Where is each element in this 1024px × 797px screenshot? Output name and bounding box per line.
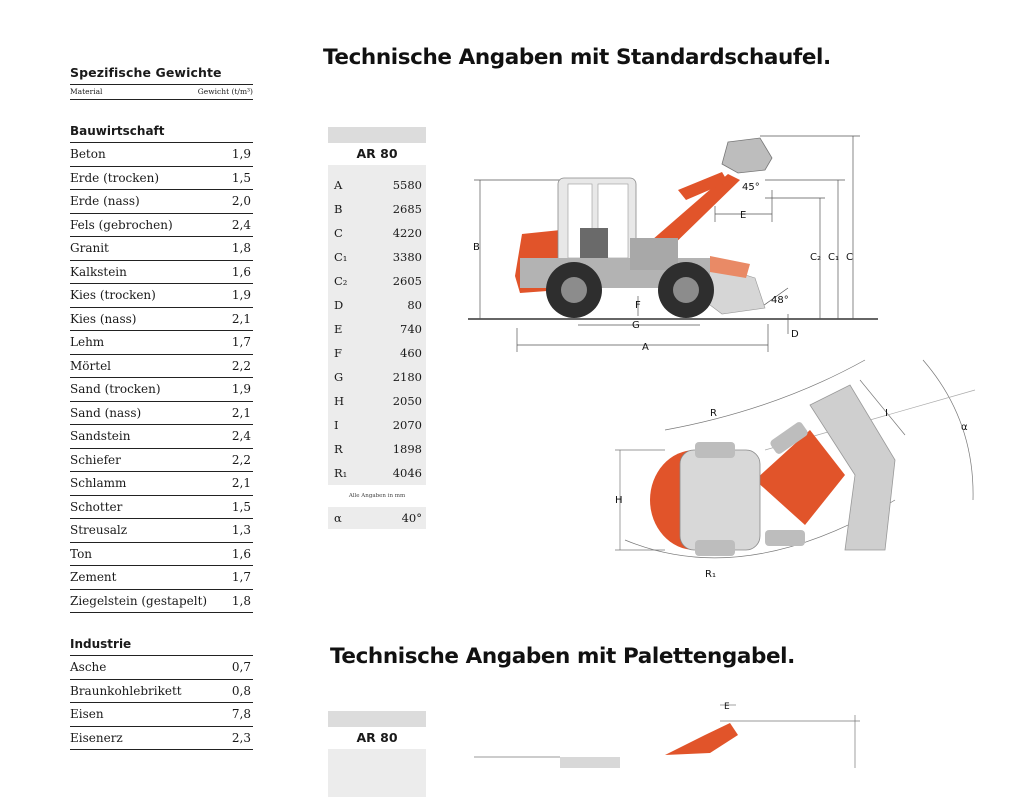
weights-value: 1,7 <box>231 570 251 584</box>
loader-side-view <box>460 128 880 368</box>
weights-value: 1,5 <box>231 499 251 514</box>
weights-row <box>70 331 253 355</box>
weights-value: 2,4 <box>231 429 251 443</box>
spec-table-bar-2 <box>328 711 426 727</box>
weights-row <box>70 727 253 751</box>
weights-row <box>70 402 253 426</box>
weights-row <box>70 214 253 238</box>
label-d: D <box>791 329 799 340</box>
section2-heading: Technische Angaben mit Palettengabel. <box>330 644 795 669</box>
weights-row <box>70 308 253 332</box>
weights-row <box>70 449 253 473</box>
weights-value: 1,8 <box>231 593 251 608</box>
weights-value: 2,4 <box>231 217 251 232</box>
spec-model-2: AR 80 <box>328 727 426 749</box>
weights-row <box>70 190 253 214</box>
label-r1: R₁ <box>705 569 716 580</box>
weights-value: 2,0 <box>231 194 251 208</box>
spec-row <box>328 269 426 293</box>
weights-row <box>70 355 253 379</box>
weights-value: 1,7 <box>231 335 251 349</box>
label-i: I <box>885 408 888 419</box>
spec-row <box>328 437 426 461</box>
spec-alpha-label: α <box>334 511 342 525</box>
weights-row <box>70 543 253 567</box>
weights-value: 2,3 <box>231 730 251 745</box>
weights-material: Beton <box>70 147 106 161</box>
spec-row <box>328 341 426 365</box>
spec-value: 2050 <box>392 394 422 408</box>
weights-row <box>70 590 253 614</box>
spec-label: C₁ <box>334 250 348 264</box>
spec-value: 2070 <box>392 418 422 432</box>
weights-value: 1,5 <box>231 170 251 185</box>
label-b: B <box>473 242 480 253</box>
weights-value: 1,6 <box>231 264 251 279</box>
weights-row <box>70 284 253 308</box>
weights-material: Streusalz <box>70 523 128 537</box>
spec-row <box>328 197 426 221</box>
weights-material: Ziegelstein (gestapelt) <box>70 593 208 608</box>
weights-material: Kies (trocken) <box>70 288 156 302</box>
weights-row <box>70 378 253 402</box>
spec-value: 4046 <box>392 466 422 480</box>
weights-material: Sand (trocken) <box>70 382 161 396</box>
weights-material: Ton <box>70 546 93 561</box>
label-g: G <box>632 320 640 331</box>
label-c2: C₂ <box>810 252 821 263</box>
spec-label: A <box>334 178 343 192</box>
spec-row <box>328 389 426 413</box>
spec-table-bar <box>328 127 426 143</box>
spec-label: C₂ <box>334 274 348 288</box>
loader-body <box>515 138 772 318</box>
weights-material: Eisenerz <box>70 730 123 745</box>
weights-row <box>70 496 253 520</box>
weights-row <box>70 261 253 285</box>
weights-section-title: Industrie <box>70 633 253 656</box>
loader-top-body <box>650 385 895 556</box>
spec-note: Alle Angaben in mm <box>328 485 426 507</box>
weights-row <box>70 656 253 680</box>
loader-top-view <box>605 350 985 590</box>
spec-model: AR 80 <box>328 143 426 165</box>
spec-row <box>328 173 426 197</box>
spec-value: 5580 <box>392 178 422 192</box>
weights-table <box>70 62 253 750</box>
spec-label: C <box>334 226 343 240</box>
weights-material: Sandstein <box>70 429 131 443</box>
label-c: C <box>846 252 853 263</box>
spec-value: 1898 <box>392 442 422 456</box>
weights-value: 2,1 <box>231 311 251 326</box>
weights-section-title: Bauwirtschaft <box>70 120 253 143</box>
forks-arm <box>665 723 738 755</box>
label-alpha: α <box>961 422 968 433</box>
weights-material: Fels (gebrochen) <box>70 217 173 232</box>
weights-value: 1,6 <box>231 546 251 561</box>
spec-label: B <box>334 202 343 216</box>
spec-alpha-row <box>328 507 426 529</box>
weights-row <box>70 167 253 191</box>
weights-title: Spezifische Gewichte <box>70 65 222 80</box>
spec-value: 2180 <box>392 370 422 384</box>
spec-value: 2605 <box>392 274 422 288</box>
weights-value: 2,1 <box>231 405 251 420</box>
label-r: R <box>710 408 717 419</box>
loader-forks-view <box>460 695 880 768</box>
spec-row <box>328 365 426 389</box>
header-weight: Gewicht (t/m³) <box>197 87 253 96</box>
weights-row <box>70 143 253 167</box>
weights-material: Asche <box>70 660 107 674</box>
spec-label: F <box>334 346 342 360</box>
spec-row <box>328 221 426 245</box>
weights-material: Schlamm <box>70 476 127 490</box>
spec-value: 460 <box>400 346 422 360</box>
weights-material: Braunkohlebrikett <box>70 683 182 698</box>
weights-value: 2,1 <box>231 476 251 490</box>
weights-value: 0,8 <box>231 683 251 698</box>
spec-row <box>328 245 426 269</box>
spec-value: 2685 <box>392 202 422 216</box>
weights-row <box>70 519 253 543</box>
weights-value: 1,3 <box>231 523 251 537</box>
weights-material: Eisen <box>70 707 104 721</box>
section1-heading: Technische Angaben mit Standardschaufel. <box>323 45 831 70</box>
weights-header <box>70 84 253 100</box>
spec-value: 740 <box>400 322 422 336</box>
weights-material: Mörtel <box>70 358 112 373</box>
spec-label: I <box>334 418 339 432</box>
spec-rows-2 <box>328 749 426 797</box>
spec-value: 4220 <box>392 226 422 240</box>
weights-material: Granit <box>70 241 109 255</box>
label-f: F <box>635 300 641 311</box>
weights-material: Zement <box>70 570 117 584</box>
spec-row <box>328 413 426 437</box>
weights-value: 1,9 <box>231 382 251 396</box>
header-material: Material <box>70 87 103 96</box>
label-48deg: 48° <box>771 295 789 306</box>
weights-material: Erde (nass) <box>70 194 140 208</box>
weights-row <box>70 237 253 261</box>
weights-value: 1,8 <box>231 241 251 255</box>
spec-row <box>328 293 426 317</box>
weights-value: 0,7 <box>231 660 251 674</box>
spec-label: D <box>334 298 344 312</box>
weights-material: Schotter <box>70 499 123 514</box>
spec-label: G <box>334 370 344 384</box>
label-e-2: E <box>724 702 730 712</box>
label-e: E <box>740 210 747 221</box>
spec-table-2 <box>328 711 426 797</box>
spec-label: R <box>334 442 343 456</box>
weights-value: 7,8 <box>231 707 251 721</box>
weights-sections <box>70 120 253 750</box>
weights-row <box>70 566 253 590</box>
spec-value: 80 <box>407 298 422 312</box>
spec-label: E <box>334 322 343 336</box>
weights-row <box>70 472 253 496</box>
spec-table-1 <box>328 127 426 529</box>
weights-value: 2,2 <box>231 452 251 467</box>
spec-label: H <box>334 394 345 408</box>
spec-label: R₁ <box>334 466 348 480</box>
spec-rows <box>328 165 426 485</box>
spec-alpha-value: 40° <box>401 511 422 525</box>
weights-material: Kalkstein <box>70 264 127 279</box>
spec-row <box>328 317 426 341</box>
label-c1: C₁ <box>828 252 839 263</box>
weights-row <box>70 703 253 727</box>
spec-row <box>328 461 426 485</box>
forks-cab <box>560 757 620 768</box>
weights-material: Schiefer <box>70 452 121 467</box>
weights-row <box>70 680 253 704</box>
weights-row <box>70 425 253 449</box>
label-h: H <box>615 495 623 506</box>
spec-value: 3380 <box>392 250 422 264</box>
weights-value: 2,2 <box>231 358 251 373</box>
weights-material: Lehm <box>70 335 105 349</box>
weights-value: 1,9 <box>231 147 251 161</box>
weights-material: Erde (trocken) <box>70 170 160 185</box>
weights-value: 1,9 <box>231 288 251 302</box>
label-a: A <box>642 342 649 353</box>
weights-material: Sand (nass) <box>70 405 142 420</box>
weights-material: Kies (nass) <box>70 311 137 326</box>
label-45deg: 45° <box>742 182 760 193</box>
